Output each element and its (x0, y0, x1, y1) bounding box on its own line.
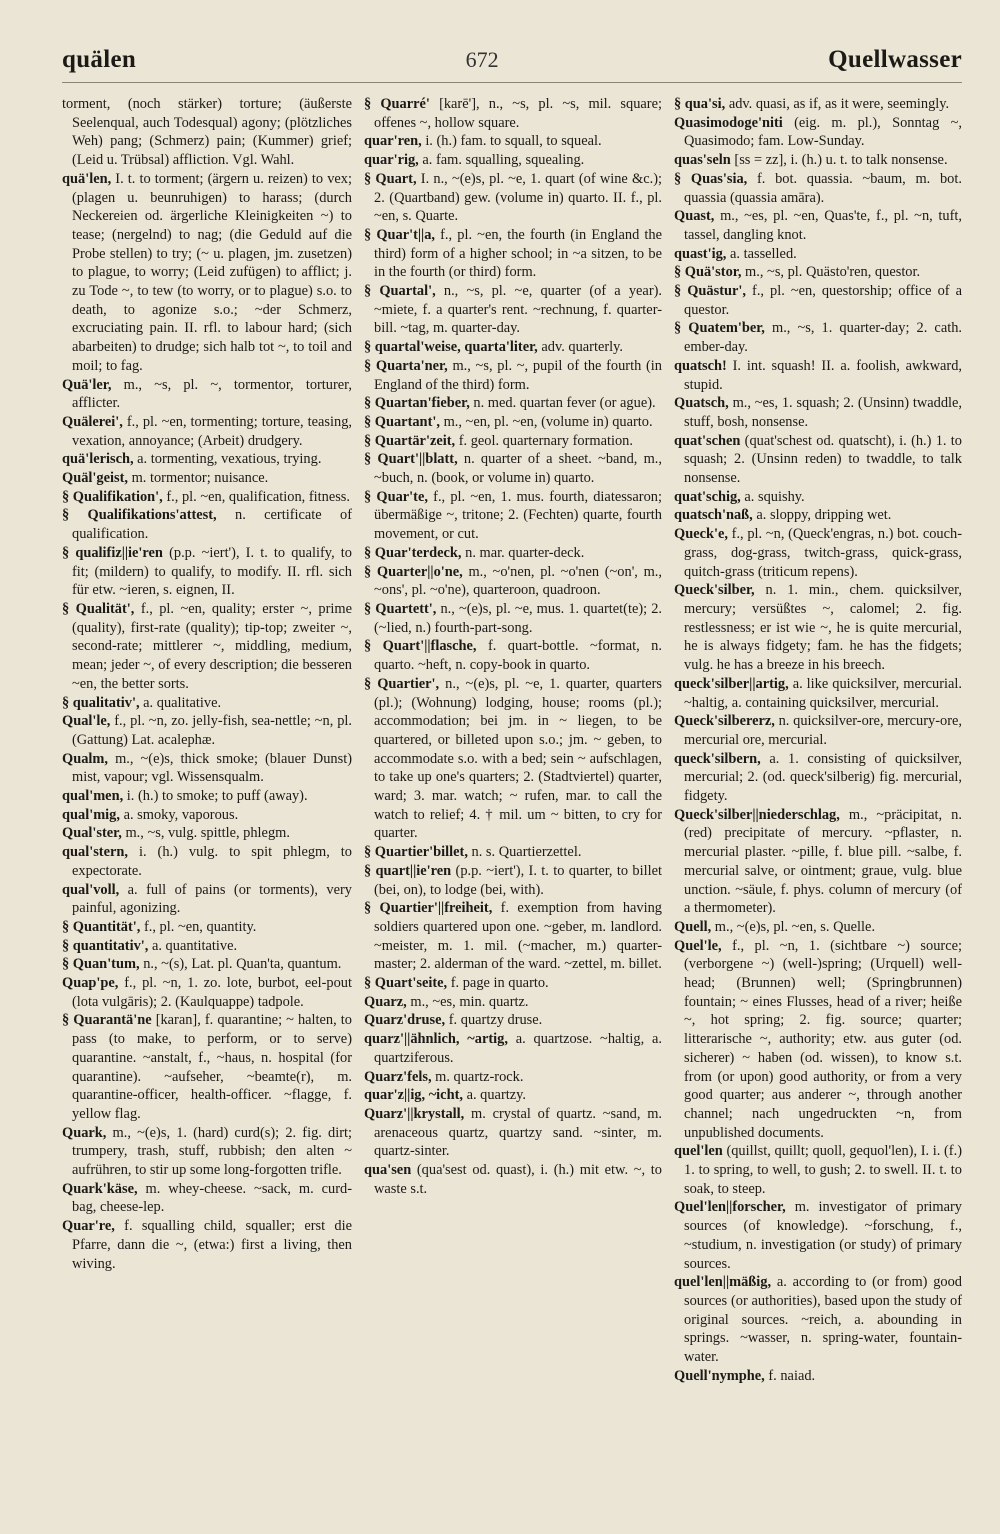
columns (62, 95, 962, 1386)
entry-definition: n., ~(e)s, pl. ~e, mus. 1. quartet(te); 2. (~lied, n.) fourth-part-song. (374, 600, 662, 636)
dictionary-entry (674, 357, 962, 394)
dictionary-entry (364, 1161, 662, 1198)
entry-definition: a. quantitative. (151, 937, 238, 954)
entry-definition: a. quartzose. ~haltig, a. quartziferous. (374, 1031, 662, 1066)
entry-definition: f., pl. ~en, the fourth (in England the third) form of a higher school; in ~a sitzen, to be in the fourth (or third) form. (374, 226, 662, 281)
entry-headword: § Quarantä'ne (62, 1012, 152, 1029)
entry-headword: quar'rig, (364, 152, 419, 169)
dictionary-entry (364, 170, 662, 226)
entry-definition: n. certificate of qualification. (72, 507, 352, 543)
page-number: 672 (465, 47, 499, 72)
entry-headword: § Quä'stor, (674, 264, 742, 281)
dictionary-entry (364, 1030, 662, 1067)
dictionary-entry (364, 843, 662, 862)
dictionary-entry (62, 750, 352, 787)
dictionary-entry (364, 95, 662, 132)
dictionary-entry (674, 937, 962, 1143)
entry-headword: Quark'käse, (62, 1180, 138, 1197)
dictionary-entry (674, 114, 962, 151)
dictionary-entry (674, 581, 962, 675)
dictionary-entry (364, 862, 662, 899)
entry-definition: a. according to (or from) good sources (or authorities), based upon the study of original sources. ~reich, a. abounding in springs. ~wasser, n. spring-water, fountain-water. (684, 1274, 962, 1366)
entry-headword: Quel'len||forscher, (674, 1199, 786, 1216)
dictionary-entry (62, 955, 352, 974)
entry-definition: n., ~(s), Lat. pl. Quan'ta, quantum. (143, 956, 342, 973)
entry-headword: Quatsch, (674, 395, 729, 412)
dictionary-entry (364, 357, 662, 394)
entry-headword: Quäl'geist, (62, 470, 128, 487)
dictionary-entry (62, 712, 352, 749)
dictionary-entry (62, 974, 352, 1011)
entry-definition: [ss = zz], i. (h.) u. t. to talk nonsense. (734, 152, 948, 169)
entry-headword: § quart||ie'ren (364, 862, 452, 879)
entry-definition: a. 1. consisting of quicksilver, mercurial; 2. (od. queck'silberig) fig. mercurial, fidgety. (684, 750, 962, 805)
dictionary-entry (674, 432, 962, 488)
dictionary-entry (364, 1011, 662, 1030)
entry-definition: f., pl. ~n, (Queck'engras, n.) bot. couch-grass, dog-grass, twitch-grass, quick-grass, quitch-grass (triticum repens). (684, 526, 962, 580)
dictionary-entry (62, 918, 352, 937)
entry-headword: quatsch'naß, (674, 507, 753, 524)
entry-definition: n. quicksilver-ore, mercury-ore, mercurial ore, mercurial. (684, 713, 962, 748)
entry-headword: qual'mig, (62, 806, 120, 823)
column-middle (364, 95, 662, 1386)
dictionary-entry (62, 600, 352, 694)
entry-headword: qual'voll, (62, 881, 120, 898)
entry-headword: § Quart, (364, 170, 417, 187)
entry-headword: quat'schen (674, 432, 741, 449)
entry-headword: Quarz, (364, 993, 407, 1010)
entry-headword: Quarz'||krystall, (364, 1105, 465, 1122)
entry-definition: m. whey-cheese. ~sack, m. curd-bag, cheese-lep. (72, 1180, 352, 1216)
entry-definition: n. mar. quarter-deck. (465, 544, 585, 561)
entry-headword: quar'ren, (364, 133, 422, 150)
entry-headword: § Quartier', (364, 675, 440, 692)
column-right (674, 95, 962, 1386)
dictionary-entry (364, 899, 662, 974)
entry-definition: m., ~s, vulg. spittle, phlegm. (125, 825, 290, 842)
entry-definition: I. t. to torment; (ärgern u. reizen) to vex; (plagen u. beunruhigen) to harass; (durch Neckereien od. ärgerliche Kleinigkeiten ~) to tease; (nergelnd) to nag; (die Geduld auf die Probe stellen) to try; (~ u. plagen, jm. zusetzen) to plague, to worry; (Leid zufügen) to afflict; j. zu Tode ~, to tew (to worry, or to plague) s.o. to death, to agonize s.o.; ~der Schmerz, excruciating pain. II. rfl. to labour hard; (sich abarbeiten) to drudge; sich halb tot ~, to toil and moil; to fag. (72, 170, 352, 374)
entry-definition: m. crystal of quartz. ~sand, m. arenaceous quartz, quartzy sand. ~sinter, m. quartz-sinter. (374, 1105, 662, 1160)
entry-definition: f. exemption from having soldiers quartered upon one. ~geber, m. landlord. ~meister, m. 1. mil. (~macher, m.) quarter-master; 2. alderman of the ward. ~zettel, m. billet. (374, 900, 662, 973)
dictionary-entry (364, 151, 662, 170)
dictionary-entry (674, 712, 962, 749)
dictionary-entry (364, 974, 662, 993)
entry-definition: m., ~(e)s, 1. (hard) curd(s); 2. fig. dirt; trumpery, trash, stuff, rubbish; den alten ~ aufrühren, to stir up some long-forgotten trifle. (72, 1124, 352, 1179)
dictionary-entry (674, 675, 962, 712)
dictionary-entry (674, 1367, 962, 1386)
entry-headword: § Quartier'billet, (364, 844, 468, 861)
entry-headword: § Quartett', (364, 600, 437, 617)
entry-definition: a. fam. squalling, squealing. (422, 152, 585, 169)
header-rule (62, 82, 962, 83)
dictionary-entry (364, 432, 662, 451)
entry-headword: quar'z||ig, ~icht, (364, 1087, 463, 1104)
entry-headword: Quell'nymphe, (674, 1367, 765, 1384)
entry-definition: a. squishy. (744, 488, 805, 505)
dictionary-entry (674, 525, 962, 581)
entry-definition: m., ~(e)s, pl. ~en, s. Quelle. (714, 918, 876, 935)
entry-definition: a. tormenting, vexatious, trying. (137, 451, 322, 468)
entry-headword: Queck'silber, (674, 582, 755, 599)
dictionary-entry (62, 506, 352, 543)
entry-definition: (p.p. ~iert'), I. t. to qualify, to fit; (mildern) to qualify, to modify. II. rfl. sich für etw. ~ieren, s. eignen, II. (72, 544, 352, 599)
dictionary-entry (674, 750, 962, 806)
entry-definition: torment, (noch stärker) torture; (äußerste Seelenqual, auch Todesqual) agony; (plötzliches Weh) pang; (Schmerz) pain; (Kummer) grief; (Leid u. Trübsal) affliction. Vgl. Wahl. (62, 96, 352, 169)
entry-definition: f. geol. quarternary formation. (458, 432, 633, 449)
entry-definition: i. (h.) fam. to squall, to squeal. (425, 133, 602, 150)
entry-headword: quas'seln (674, 152, 731, 169)
right-running-headword: Quellwasser (828, 46, 962, 73)
entry-definition: a. like quicksilver, mercurial. ~haltig, a. containing quicksilver, mercurial. (684, 675, 962, 711)
entry-definition: f. quart-bottle. ~format, n. quarto. ~heft, n. copy-book in quarto. (374, 638, 662, 674)
dictionary-entry (364, 226, 662, 282)
dictionary-entry (62, 806, 352, 825)
entry-headword: quel'len (674, 1143, 723, 1160)
entry-headword: quä'lerisch, (62, 451, 134, 468)
entry-headword: quatsch! (674, 357, 727, 374)
dictionary-entry (62, 937, 352, 956)
entry-definition: n., ~(e)s, pl. ~e, 1. quarter, quarters (pl.); (Wohnung) lodging, house; rooms (pl.); accommodation; bei jm. in ~ liegen, to be quartered, or billeted upon s.o.; jm. ~ geben, to accommodate s.o. with a bed; sein ~ aufschlagen, to take up one's quarters; 2. (Stadtviertel) quarter, ward; 3. mar. watch; ~ rufen, mar. to call the watch to relief; 4. † mil. um ~ bitten, to cry for quarter. (374, 675, 662, 842)
dictionary-entry (364, 563, 662, 600)
dictionary-entry (674, 263, 962, 282)
entry-definition: a. quartzy. (466, 1087, 526, 1104)
dictionary-entry (62, 1180, 352, 1217)
dictionary-entry (364, 1086, 662, 1105)
entry-headword: queck'silber||artig, (674, 675, 789, 692)
dictionary-entry (674, 151, 962, 170)
entry-definition: f. quartzy druse. (448, 1012, 543, 1029)
dictionary-entry (62, 95, 352, 170)
dictionary-entry (62, 1124, 352, 1180)
entry-definition: adv. quarterly. (541, 339, 624, 356)
entry-definition: a. smoky, vaporous. (123, 806, 239, 823)
entry-headword: § Quartär'zeit, (364, 432, 456, 449)
entry-headword: § qualifiz||ie'ren (62, 544, 163, 561)
entry-definition: f., pl. ~en, 1. mus. fourth, diatessaron; übermäßige ~, tritone; 2. (Fechten) quarte, fourth movement, or cut. (374, 488, 662, 543)
entry-definition: f., pl. ~en, quantity. (143, 918, 257, 935)
dictionary-entry (62, 694, 352, 713)
dictionary-entry (364, 413, 662, 432)
entry-headword: § Quarta'ner, (364, 357, 448, 374)
entry-headword: Quar're, (62, 1218, 115, 1235)
entry-definition: m., ~s, pl. ~, tormentor, torturer, afflicter. (72, 376, 352, 412)
dictionary-entry (674, 319, 962, 356)
entry-headword: § quartal'weise, quarta'liter, (364, 339, 538, 356)
entry-headword: § Quarter||o'ne, (364, 563, 463, 580)
dictionary-entry (62, 488, 352, 507)
dictionary-entry (674, 1198, 962, 1273)
dictionary-entry (62, 450, 352, 469)
entry-headword: Quarz'fels, (364, 1068, 432, 1085)
entry-headword: qua'sen (364, 1162, 412, 1179)
dictionary-entry (62, 413, 352, 450)
entry-definition: a. tasselled. (730, 245, 797, 262)
entry-headword: Quä'ler, (62, 376, 112, 393)
entry-definition: (quillst, quillt; quoll, gequol'len), I. i. (f.) 1. to spring, to well, to gush; 2. to swell. II. t. to soak, to steep. (684, 1143, 962, 1197)
entry-headword: § Quart'||flasche, (364, 638, 477, 655)
dictionary-entry (674, 1142, 962, 1198)
entry-headword: quast'ig, (674, 245, 727, 262)
entry-headword: Quap'pe, (62, 975, 119, 992)
dictionary-entry (364, 675, 662, 843)
entry-definition: [karē'], n., ~s, pl. ~s, mil. square; offenes ~, hollow square. (374, 96, 662, 131)
dictionary-entry (62, 1011, 352, 1123)
dictionary-entry (62, 170, 352, 376)
entry-headword: quel'len||mäßig, (674, 1274, 772, 1291)
entry-headword: Quarz'druse, (364, 1012, 446, 1029)
dictionary-entry (364, 637, 662, 674)
column-left (62, 95, 352, 1386)
entry-definition: m. quartz-rock. (435, 1068, 524, 1085)
dictionary-entry (674, 1273, 962, 1367)
dictionary-entry (62, 376, 352, 413)
dictionary-entry (364, 394, 662, 413)
entry-definition: f. squalling child, squaller; erst die Pfarre, dann die ~, (etwa:) first a living, then wiving. (72, 1218, 352, 1272)
entry-definition: (eig. m. pl.), Sonntag ~, Quasimodo; fam. Low-Sunday. (684, 114, 962, 150)
entry-definition: i. (h.) to smoke; to puff (away). (126, 788, 308, 805)
dictionary-entry (364, 450, 662, 487)
dictionary-entry (364, 1105, 662, 1161)
entry-headword: § Quar't||a, (364, 226, 436, 243)
dictionary-entry (62, 843, 352, 880)
entry-definition: m., ~s, pl. Quästo'ren, questor. (745, 264, 921, 281)
page-header (62, 40, 962, 80)
entry-definition: m., ~en, pl. ~en, (volume in) quarto. (443, 413, 653, 430)
entry-definition: (quat'schest od. quatscht), i. (h.) 1. to squash; 2. (Unsinn reden) to twaddle, to talk nonsense. (684, 432, 962, 487)
entry-definition: [karan], f. quarantine; ~ halten, to pass (to make, to perform, or to serve) quarantine. ~anstalt, f., ~haus, n. hospital (for quarantine). ~aufseher, ~beamte(r), m. quarantine-officer, health-officer. ~flagge, f. yellow flag. (72, 1012, 352, 1122)
entry-definition: m., ~es, 1. squash; 2. (Unsinn) twaddle, stuff, bosh, nonsense. (684, 395, 962, 430)
dictionary-entry (62, 881, 352, 918)
entry-definition: m., ~präcipitat, n. (red) precipitate of mercury. ~pflaster, n. mercurial plaster. ~pille, f. blue pill. ~salbe, f. mercurial salve, or ointment; graue, vulg. blue unction. ~säule, f. phys. column of mercury (of a thermometer). (684, 806, 962, 917)
entry-headword: Queck'silbererz, (674, 713, 775, 730)
entry-definition: i. (h.) vulg. to spit phlegm, to expectorate. (72, 844, 352, 879)
entry-headword: Queck'e, (674, 526, 728, 543)
dictionary-entry (62, 544, 352, 600)
entry-definition: f., pl. ~n, 1. zo. lote, burbot, eel-pout (lota vulgāris); 2. (Kaulquappe) tadpole. (72, 975, 352, 1010)
entry-headword: § qualitativ', (62, 694, 140, 711)
entry-definition: f., pl. ~en, questorship; office of a questor. (684, 283, 962, 318)
entry-definition: I. int. squash! II. a. foolish, awkward, stupid. (684, 357, 962, 393)
entry-headword: quä'len, (62, 170, 112, 187)
entry-headword: Quell, (674, 918, 712, 935)
entry-headword: § Quästur', (674, 283, 746, 300)
entry-definition: a. full of pains (or torments), very painful, agonizing. (72, 881, 352, 917)
entry-definition: m., ~o'nen, pl. ~o'nen (~on', m., ~ons', pl. ~o'ne), quarteroon, quadroon. (374, 563, 662, 599)
dictionary-entry (364, 1068, 662, 1087)
entry-definition: f. naiad. (768, 1367, 816, 1384)
entry-headword: Qual'le, (62, 713, 111, 730)
entry-definition: f. page in quarto. (450, 975, 549, 992)
entry-definition: m. tormentor; nuisance. (131, 470, 269, 487)
entry-headword: Quast, (674, 208, 715, 225)
entry-headword: § Quart'||blatt, (364, 451, 458, 468)
dictionary-entry (674, 488, 962, 507)
entry-headword: § Quatem'ber, (674, 320, 765, 337)
entry-definition: f., pl. ~en, tormenting; torture, teasing, vexation, annoyance; (Arbeit) drudgery. (72, 413, 352, 449)
dictionary-entry (674, 282, 962, 319)
entry-headword: Quel'le, (674, 937, 722, 954)
entry-definition: f., pl. ~n, 1. (sichtbare ~) source; (verborgene ~) (well-)spring; (Urquell) well-head; (Brunnen) well; (Springbrunnen) fountain; ~ eines Flusses, head of a river; heiße ~, hot spring; 2. fig. source; quarter; litterarische ~, authority; etw. aus guter (od. sicherer) ~ haben (od. wissen), to know s.t. from (or upon) good authority, or from a very good quarter; aus anderer ~, through another channel; nach ungedruckten ~n, from unpublished documents. (684, 937, 962, 1141)
dictionary-entry (62, 469, 352, 488)
entry-headword: queck'silbern, (674, 750, 761, 767)
dictionary-entry (62, 787, 352, 806)
left-running-headword: quälen (62, 46, 137, 73)
dictionary-entry (364, 338, 662, 357)
entry-headword: § Quar'te, (364, 488, 428, 505)
entry-headword: § Quartier'||freiheit, (364, 900, 493, 917)
entry-definition: n. med. quartan fever (or ague). (473, 395, 656, 412)
dictionary-entry (364, 600, 662, 637)
entry-definition: m., ~es, pl. ~en, Quas'te, f., pl. ~n, tuft, tassel, dangling knot. (684, 208, 962, 243)
entry-definition: a. qualitative. (143, 694, 222, 711)
entry-definition: m., ~es, min. quartz. (410, 993, 529, 1010)
entry-headword: § qua'si, (674, 96, 726, 112)
entry-headword: § Qualifikation', (62, 488, 163, 505)
entry-headword: § Quas'sia, (674, 170, 748, 187)
entry-headword: quat'schig, (674, 488, 741, 505)
dictionary-entry (674, 207, 962, 244)
entry-definition: n. quarter of a sheet. ~band, m., ~buch, n. (book, or volume in) quarto. (374, 451, 662, 487)
entry-headword: Qual'ster, (62, 825, 122, 842)
entry-headword: § Quantität', (62, 918, 141, 935)
entry-definition: I. n., ~(e)s, pl. ~e, 1. quart (of wine &c.); 2. (Quartband) gew. (volume in) quarto. II. f., pl. ~en, s. Quarte. (374, 170, 662, 225)
entry-headword: Quasimodoge'niti (674, 114, 783, 131)
dictionary-entry (674, 506, 962, 525)
entry-definition: m., ~s, pl. ~, pupil of the fourth (in England of the third) form. (374, 357, 662, 393)
entry-definition: n. s. Quartierzettel. (471, 844, 582, 861)
entry-definition: n. 1. min., chem. quicksilver, mercury; versüßtes ~, calomel; 2. fig. restlessness; er ist wie ~, he is quite mercurial, he is always fidgety; fam. he has the fidgets; vulg. he has a breeze in his breech. (684, 582, 962, 674)
entry-definition: f., pl. ~en, qualification, fitness. (166, 488, 351, 505)
dictionary-entry (364, 282, 662, 338)
dictionary-entry (364, 132, 662, 151)
entry-headword: qual'stern, (62, 844, 128, 861)
entry-headword: § Quartan'fieber, (364, 395, 470, 412)
entry-headword: quarz'||ähnlich, ~artig, (364, 1031, 508, 1048)
dictionary-entry (674, 394, 962, 431)
entry-definition: m., ~(e)s, thick smoke; (blauer Dunst) mist, vapour; vgl. Wissensqualm. (72, 750, 352, 786)
entry-headword: § quantitativ', (62, 937, 149, 954)
entry-headword: § Qualität', (62, 600, 135, 617)
entry-definition: f., pl. ~en, quality; erster ~, prime (quality), first-rate (quality); tip-top; zweiter ~, second-rate; mittlerer ~, middling, medium, mean; jeder ~, of every description; die besseren ~en, the better sorts. (72, 600, 352, 692)
entry-definition: n., ~s, pl. ~e, quarter (of a year). ~miete, f. a quarter's rent. ~rechnung, f. quarter-bill. ~tag, m. quarter-day. (374, 283, 662, 337)
entry-definition: (qua'sest od. quast), i. (h.) mit etw. ~, to waste s.t. (374, 1162, 662, 1197)
dictionary-entry (364, 993, 662, 1012)
entry-headword: § Quarré' (364, 96, 430, 112)
entry-headword: Quälerei', (62, 413, 123, 430)
entry-headword: Quark, (62, 1124, 107, 1141)
entry-headword: § Quan'tum, (62, 956, 140, 973)
entry-headword: § Quartal', (364, 283, 436, 300)
entry-definition: a. sloppy, dripping wet. (756, 507, 892, 524)
entry-headword: § Quart'seite, (364, 975, 448, 992)
dictionary-entry (674, 245, 962, 264)
entry-definition: adv. quasi, as if, as it were, seemingly. (728, 96, 950, 112)
entry-headword: qual'men, (62, 788, 124, 805)
entry-headword: § Qualifikations'attest, (62, 507, 217, 524)
entry-headword: § Quar'terdeck, (364, 544, 462, 561)
entry-definition: (p.p. ~iert'), I. t. to quarter, to billet (bei, on), to lodge (bei, with). (374, 862, 662, 898)
dictionary-entry (62, 824, 352, 843)
entry-definition: f., pl. ~n, zo. jelly-fish, sea-nettle; ~n, pl. (Gattung) Lat. acalephæ. (72, 713, 352, 748)
entry-headword: Qualm, (62, 750, 108, 767)
dictionary-entry (674, 170, 962, 207)
entry-definition: f. bot. quassia. ~baum, m. bot. quassia (quassia amāra). (684, 170, 962, 206)
dictionary-entry (62, 1217, 352, 1273)
dictionary-entry (364, 488, 662, 544)
dictionary-entry (674, 95, 962, 114)
dictionary-entry (674, 806, 962, 918)
entry-definition: m. investigator of primary sources (of knowledge). ~forschung, f., ~studium, n. investigation (or study) of primary sources. (684, 1199, 962, 1272)
entry-headword: § Quartant', (364, 413, 440, 430)
entry-definition: m., ~s, 1. quarter-day; 2. cath. ember-day. (684, 320, 962, 356)
entry-headword: Queck'silber||niederschlag, (674, 806, 840, 823)
dictionary-entry (674, 918, 962, 937)
dictionary-entry (364, 544, 662, 563)
